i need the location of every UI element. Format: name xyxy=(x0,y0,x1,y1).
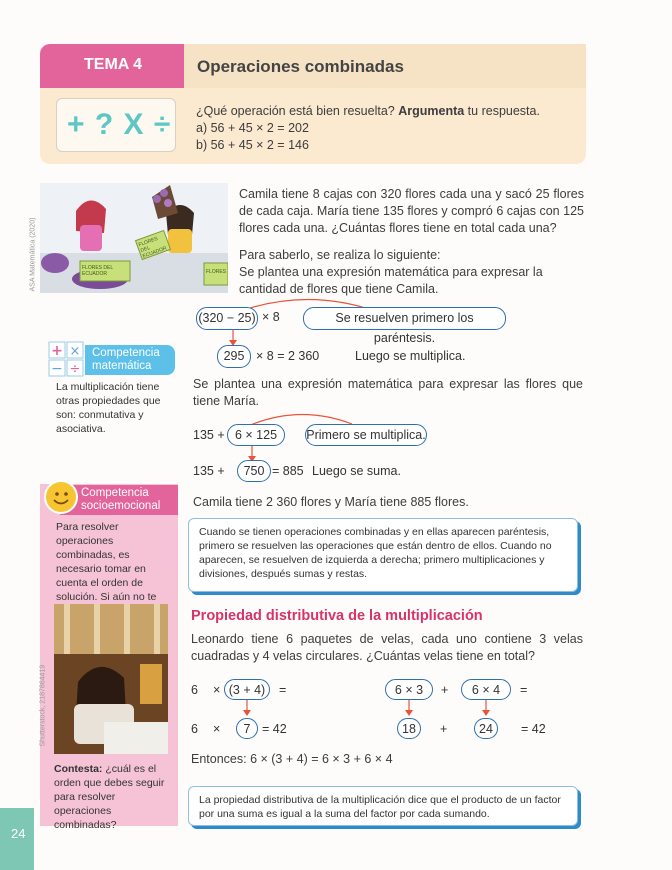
expr1b-note: Luego se multiplica. xyxy=(355,349,466,363)
smiley-icon xyxy=(44,480,78,514)
dist-right2-eq: = 42 xyxy=(521,722,546,736)
math-symbols-icon: + ? X ÷ xyxy=(67,108,172,141)
svg-text:−: − xyxy=(51,361,63,377)
arrow-down-icon xyxy=(481,700,491,716)
expr1-op: × 8 xyxy=(262,310,280,324)
comp-mat-text: La multiplicación tiene otras propiedades que son: conmutativa y asociativa. xyxy=(56,381,161,435)
sign-flores-1: FLORES DEL ECUADOR xyxy=(82,265,113,277)
rule-box-operations: Cuando se tienen operaciones combinadas y en ellas aparecen paréntesis, primero se resuelven las operaciones que están dentro de ellos. Cuando no aparecen, se resuelven de izquierda a derecha; primero multiplicaciones y divisiones, después sumas y restas. xyxy=(188,518,578,592)
expr2b-value: 750 xyxy=(237,460,271,482)
expr2-note: Primero se multiplica. xyxy=(305,424,427,446)
sign-flores-2: FLORES DEL ECUADOR xyxy=(137,235,168,260)
dist-right-eq: = xyxy=(520,683,528,697)
dist-left2-six: 6 xyxy=(191,722,198,736)
page-number-tab xyxy=(0,808,34,870)
svg-text:+: + xyxy=(51,343,63,359)
dist-right2-plus: + xyxy=(440,722,448,736)
dist-left-times: × xyxy=(213,683,221,697)
intro-line-1: Para saberlo, se realiza lo siguiente: xyxy=(239,248,441,262)
expr2b-note: Luego se suma. xyxy=(312,464,401,478)
intro-question: ¿Qué operación está bien resuelta? Argumenta tu respuesta. a) 56 + 45 × 2 = 202 b) 56 + 45 × 2 = 146 xyxy=(196,103,576,154)
tema-label: TEMA 4 xyxy=(84,56,143,73)
expr2-paren: 6 × 125 xyxy=(227,424,285,446)
leonardo-problem: Leonardo tiene 6 paquetes de velas, cada uno contiene 3 velas cuadradas y 4 velas circulares. ¿Cuántas velas tiene en total? xyxy=(191,632,583,663)
comp-soc-text: Para resolver operaciones combinadas, es necesario tomar en cuenta el orden de solución. Si aún no te xyxy=(56,521,157,603)
dist-right2-a: 18 xyxy=(397,718,421,739)
distributive-conclusion: Entonces: 6 × (3 + 4) = 6 × 3 + 6 × 4 xyxy=(191,752,393,766)
expr1-paren: (320 − 25) xyxy=(196,307,258,330)
option-b: b) 56 + 45 × 2 = 146 xyxy=(196,138,309,152)
expr1b-value: 295 xyxy=(217,345,251,368)
dist-left2-value: 7 xyxy=(236,718,258,739)
dist-left2-eq: = 42 xyxy=(262,722,287,736)
svg-text:×: × xyxy=(69,344,81,359)
comp-mat-title: Competencia matemática xyxy=(92,347,160,372)
page-number: 24 xyxy=(11,826,26,841)
dist-right-b: 6 × 4 xyxy=(461,679,511,700)
symbols-box xyxy=(56,98,176,152)
comp-mat-icon xyxy=(48,341,84,377)
smile-face-icon xyxy=(46,482,76,512)
page-title: Operaciones combinadas xyxy=(197,57,404,76)
student-photo xyxy=(54,604,168,754)
flowers-illustration xyxy=(40,183,228,293)
intro-line-2: Se plantea una expresión matemática para expresar la cantidad de flores que tiene Camila. xyxy=(239,265,543,296)
illustration-credit: ASA Matemática (2020) xyxy=(29,217,37,292)
photo-credit: Shutterstock, 2187864419 xyxy=(39,664,47,747)
dist-left-eq: = xyxy=(279,683,287,697)
svg-text:÷: ÷ xyxy=(69,362,81,377)
children-flowers-illustration xyxy=(40,183,228,293)
arrow-down-icon xyxy=(228,330,238,346)
dist-left-paren: (3 + 4) xyxy=(224,679,270,700)
tema-badge xyxy=(40,44,184,88)
arrow-down-icon xyxy=(404,700,414,716)
dist-left2-times: × xyxy=(213,722,221,736)
arrow-down-icon xyxy=(242,700,252,716)
option-a: a) 56 + 45 × 2 = 202 xyxy=(196,121,309,135)
sign-flores-3: FLORES xyxy=(206,269,227,275)
comp-soc-title: Competencia socioemocional xyxy=(81,487,161,512)
distributive-heading: Propiedad distributiva de la multiplicación xyxy=(191,608,483,624)
rule-box-distributive: La propiedad distributiva de la multiplicación dice que el producto de un factor por una suma es igual a la suma del factor por cada sumando. xyxy=(188,786,578,826)
dist-right2-b: 24 xyxy=(474,718,498,739)
math-operations-icon xyxy=(48,341,84,377)
expr2b-left: 135 + xyxy=(193,464,225,478)
expr2b-rest: = 885 xyxy=(272,464,304,478)
maria-intro: Se plantea una expresión matemática para expresar las flores que tiene María. xyxy=(193,377,583,408)
dist-right-plus: + xyxy=(441,683,449,697)
problem-camila-maria: Camila tiene 8 cajas con 320 flores cada una y sacó 25 flores de cada caja. María tiene 135 flores y compró 6 cajas con 125 flores cada una. ¿Cuántas flores tiene en total cada una? xyxy=(239,187,584,235)
expr1b-rest: × 8 = 2 360 xyxy=(256,349,320,363)
contesta-text: Contesta: ¿cuál es el orden que debes seguir para resolver operaciones combinadas? xyxy=(54,763,165,831)
expr1-note: Se resuelven primero los paréntesis. xyxy=(303,307,506,330)
expr2-left: 135 + xyxy=(193,428,225,442)
dist-left-six: 6 xyxy=(191,683,198,697)
student-studying-photo xyxy=(54,604,168,754)
answer-line: Camila tiene 2 360 flores y María tiene 885 flores. xyxy=(193,495,469,509)
dist-right-a: 6 × 3 xyxy=(385,679,433,700)
